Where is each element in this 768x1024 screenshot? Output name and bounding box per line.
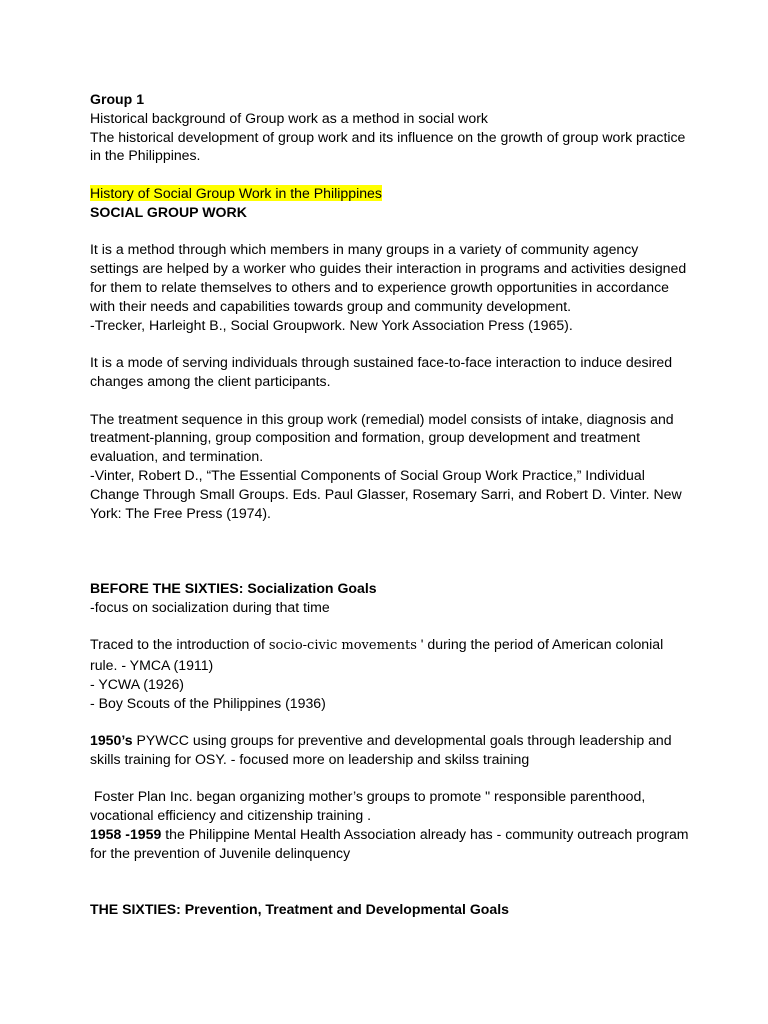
definition-paragraph: It is a method through which members in many groups in a variety of community agency settings are helped by a worker who guides their interaction in programs and activities designed for them to relate themselves to others and to experience growth opportunities in accordance with their needs and capabilities towards group and community development. <box>90 241 687 314</box>
document-body <box>90 90 690 919</box>
mental-health-paragraph <box>90 825 690 863</box>
spacer <box>90 391 690 410</box>
spacer <box>90 222 690 241</box>
sixties-heading: THE SIXTIES: Prevention, Treatment and Developmental Goals <box>90 901 509 918</box>
social-group-work-heading: SOCIAL GROUP WORK <box>90 203 247 220</box>
spacer <box>90 863 690 882</box>
socio-civic-term: socio-civic movements <box>268 638 417 654</box>
foster-plan-paragraph: Foster Plan Inc. began organizing mother’s groups to promote " responsible parenthood, vocational efficiency and citizenship training . <box>90 788 650 824</box>
definition-citation: -Trecker, Harleight B., Social Groupwork. New York Association Press (1965). <box>90 316 573 333</box>
spacer <box>90 712 690 731</box>
group-topic: Historical background of Group work as a method in social work <box>90 109 488 126</box>
fifties-text: PYWCC using groups for preventive and developmental goals through leadership and skills training for OSY. - focused more on leadership and skilss training <box>90 732 672 767</box>
mental-health-label: 1958 -1959 <box>90 826 162 843</box>
fifties-paragraph <box>90 731 690 769</box>
group-description: The historical development of group work and its influence on the growth of group work practice in the Philippines. <box>90 128 686 164</box>
mental-health-text: the Philippine Mental Health Association already has - community outreach program for the prevention of Juvenile delinquency <box>90 826 689 861</box>
boy-scouts-item: - Boy Scouts of the Philippines (1936) <box>90 694 326 711</box>
spacer <box>90 881 690 900</box>
group-title: Group 1 <box>90 91 145 107</box>
traced-prefix: Traced to the introduction of <box>90 636 269 653</box>
traced-paragraph <box>90 635 690 675</box>
traced-suffix: ' during the period of American colonial rule. - YMCA (1911) <box>90 636 664 673</box>
spacer <box>90 616 690 635</box>
spacer <box>90 165 690 184</box>
socialization-focus: -focus on socialization during that time <box>90 598 330 615</box>
treatment-citation: -Vinter, Robert D., “The Essential Components of Social Group Work Practice,” Individual Change Through Small Groups. Eds. Paul Glasser, Rosemary Sarri, and Robert D. Vinter. New York: The Free Press (1974). <box>90 466 682 521</box>
spacer <box>90 769 690 788</box>
mode-paragraph: It is a mode of serving individuals through sustained face-to-face interaction to induce desired changes among the client participants. <box>90 354 673 389</box>
fifties-label: 1950’s <box>90 732 133 749</box>
spacer <box>90 334 690 353</box>
history-heading <box>90 184 690 203</box>
before-sixties-heading: BEFORE THE SIXTIES: Socialization Goals <box>90 579 377 596</box>
spacer <box>90 522 690 578</box>
highlighted-heading: History of Social Group Work in the Philippines <box>90 184 382 201</box>
treatment-paragraph: The treatment sequence in this group work (remedial) model consists of intake, diagnosis and treatment-planning, group composition and formation, group development and treatment evaluation, and termination. <box>90 410 674 465</box>
ycwa-item: - YCWA (1926) <box>90 675 184 692</box>
